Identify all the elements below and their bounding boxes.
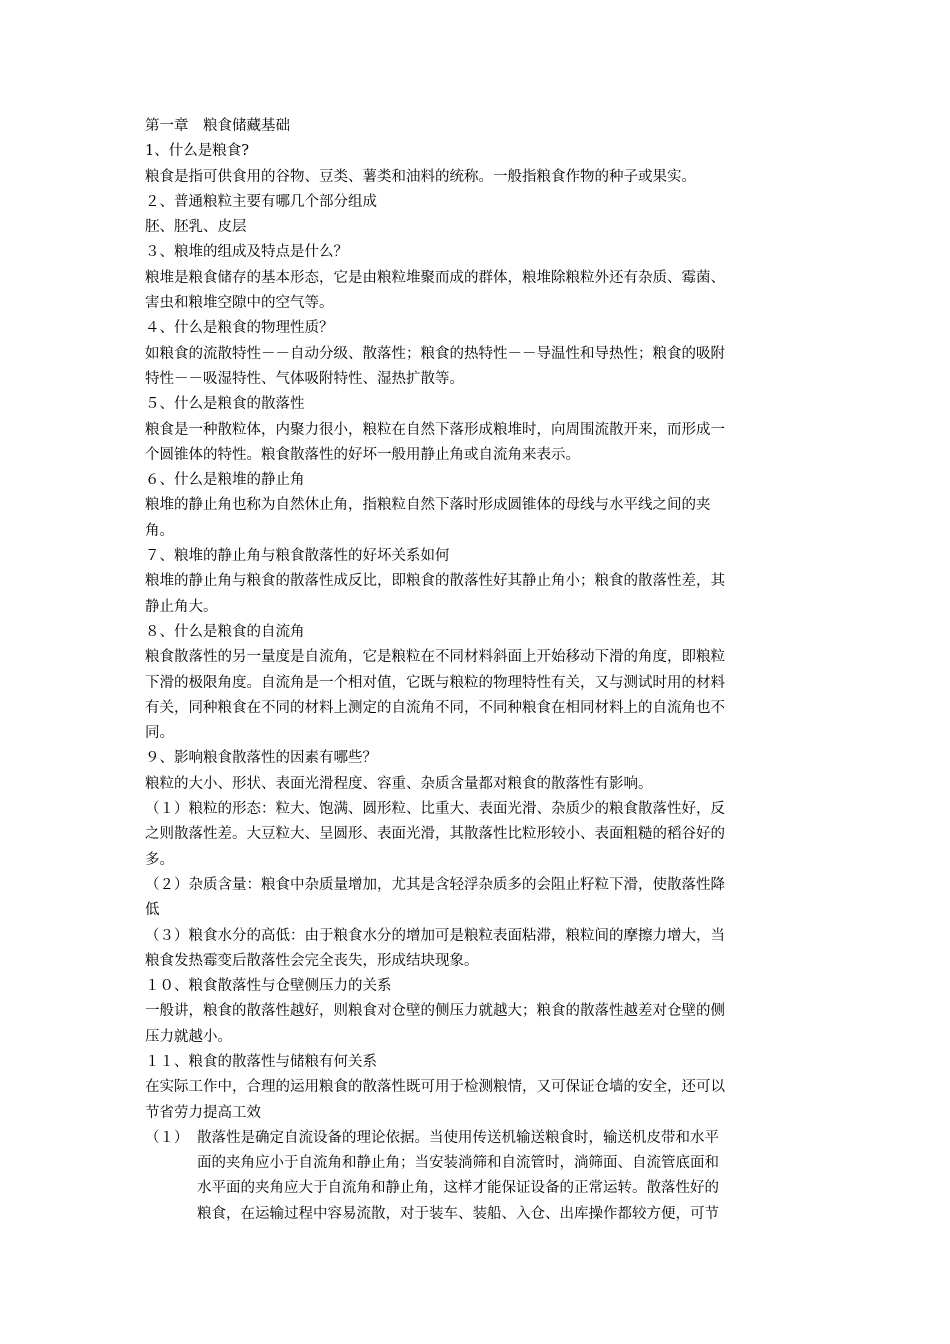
text-line: １０、粮食散落性与仓壁侧压力的关系 [145,978,392,995]
list-item-line: 面的夹角应小于自流角和静止角；当安装淌筛和自流管时，淌筛面、自流管底面和 [197,1155,719,1172]
text-line: （３）粮食水分的高低：由于粮食水分的增加可是粮粒表面粘滞，粮粒间的摩擦力增大，当 [145,927,725,944]
text-line: 特性－－吸湿特性、气体吸附特性、湿热扩散等。 [145,370,464,387]
text-line: 低 [145,902,160,919]
text-line: 有关，同种粮食在不同的材料上测定的自流角不同，不同种粮食在相同材料上的自流角也不 [145,699,725,716]
text-line: 如粮食的流散特性－－自动分级、散落性；粮食的热特性－－导温性和导热性；粮食的吸附 [145,345,725,362]
text-line: 粮食是一种散粒体，内聚力很小，粮粒在自然下落形成粮堆时，向周围流散开来，而形成一 [145,421,725,438]
text-line: 粮食是指可供食用的谷物、豆类、薯类和油料的统称。一般指粮食作物的种子或果实。 [145,168,696,185]
text-line: （２）杂质含量：粮食中杂质量增加，尤其是含轻浮杂质多的会阻止籽粒下滑，使散落性降 [145,876,725,893]
text-line: 粮堆的静止角也称为自然休止角，指粮粒自然下落时形成圆锥体的母线与水平线之间的夹 [145,497,711,514]
text-line: 粮食散落性的另一量度是自流角，它是粮粒在不同材料斜面上开始移动下滑的角度，即粮粒 [145,649,725,666]
text-line: 粮食发热霉变后散落性会完全丧失，形成结块现象。 [145,952,479,969]
text-line: １１、粮食的散落性与储粮有何关系 [145,1053,377,1070]
list-item-text [197,1126,813,1227]
text-line: 害虫和粮堆空隙中的空气等。 [145,295,334,312]
text-line: （１）粮粒的形态：粒大、饱满、圆形粒、比重大、表面光滑、杂质少的粮食散落性好，反 [145,801,725,818]
text-line: 1、什么是粮食? [145,143,249,160]
list-item [145,1126,813,1227]
text-line: ８、什么是粮食的自流角 [145,623,305,640]
list-item-line: 粮食，在运输过程中容易流散，对于装车、装船、入仓、出库操作都较方便，可节 [197,1205,719,1222]
text-line: 在实际工作中，合理的运用粮食的散落性既可用于检测粮情，又可保证仓墙的安全，还可以 [145,1079,725,1096]
text-line: ２、普通粮粒主要有哪几个部分组成 [145,193,377,210]
text-line: 静止角大。 [145,598,218,615]
list-item-line: 散落性是确定自流设备的理论依据。当使用传送机输送粮食时，输送机皮带和水平 [197,1129,719,1146]
text-line: ９、影响粮食散落性的因素有哪些？ [145,750,377,767]
text-line: 多。 [145,851,174,868]
text-line: ６、什么是粮堆的静止角 [145,472,305,489]
text-line: 角。 [145,522,174,539]
text-line: ７、粮堆的静止角与粮食散落性的好坏关系如何 [145,548,450,565]
text-line: 粮粒的大小、形状、表面光滑程度、容重、杂质含量都对粮食的散落性有影响。 [145,775,653,792]
text-line: 个圆锥体的特性。粮食散落性的好坏一般用静止角或自流角来表示。 [145,446,580,463]
text-line: 下滑的极限角度。自流角是一个相对值，它既与粮粒的物理特性有关，又与测试时用的材料 [145,674,725,691]
text-line: 之则散落性差。大豆粒大、呈圆形、表面光滑，其散落性比粒形较小、表面粗糙的稻谷好的 [145,826,725,843]
text-line: 一般讲，粮食的散落性越好，则粮食对仓壁的侧压力就越大；粮食的散落性越差对仓壁的侧 [145,1003,725,1020]
text-line: 节省劳力提高工效 [145,1104,261,1121]
text-line: ５、什么是粮食的散落性 [145,396,305,413]
list-item-line: 水平面的夹角应大于自流角和静止角，这样才能保证设备的正常运转。散落性好的 [197,1180,719,1197]
text-line: 同。 [145,725,174,742]
text-line: 胚、胚乳、皮层 [145,219,247,236]
list-item-number: （１） [145,1129,189,1146]
text-line: ３、粮堆的组成及特点是什么？ [145,244,348,261]
text-line: 压力就越小。 [145,1028,232,1045]
text-line: 粮堆的静止角与粮食的散落性成反比，即粮食的散落性好其静止角小；粮食的散落性差，其 [145,573,725,590]
text-lines [145,114,813,1126]
chapter-title: 第一章 粮食储藏基础 [145,118,290,134]
text-line: ４、什么是粮食的物理性质？ [145,320,334,337]
text-line: 粮堆是粮食储存的基本形态，它是由粮粒堆聚而成的群体，粮堆除粮粒外还有杂质、霉菌、 [145,269,725,286]
document-body [145,114,813,1227]
